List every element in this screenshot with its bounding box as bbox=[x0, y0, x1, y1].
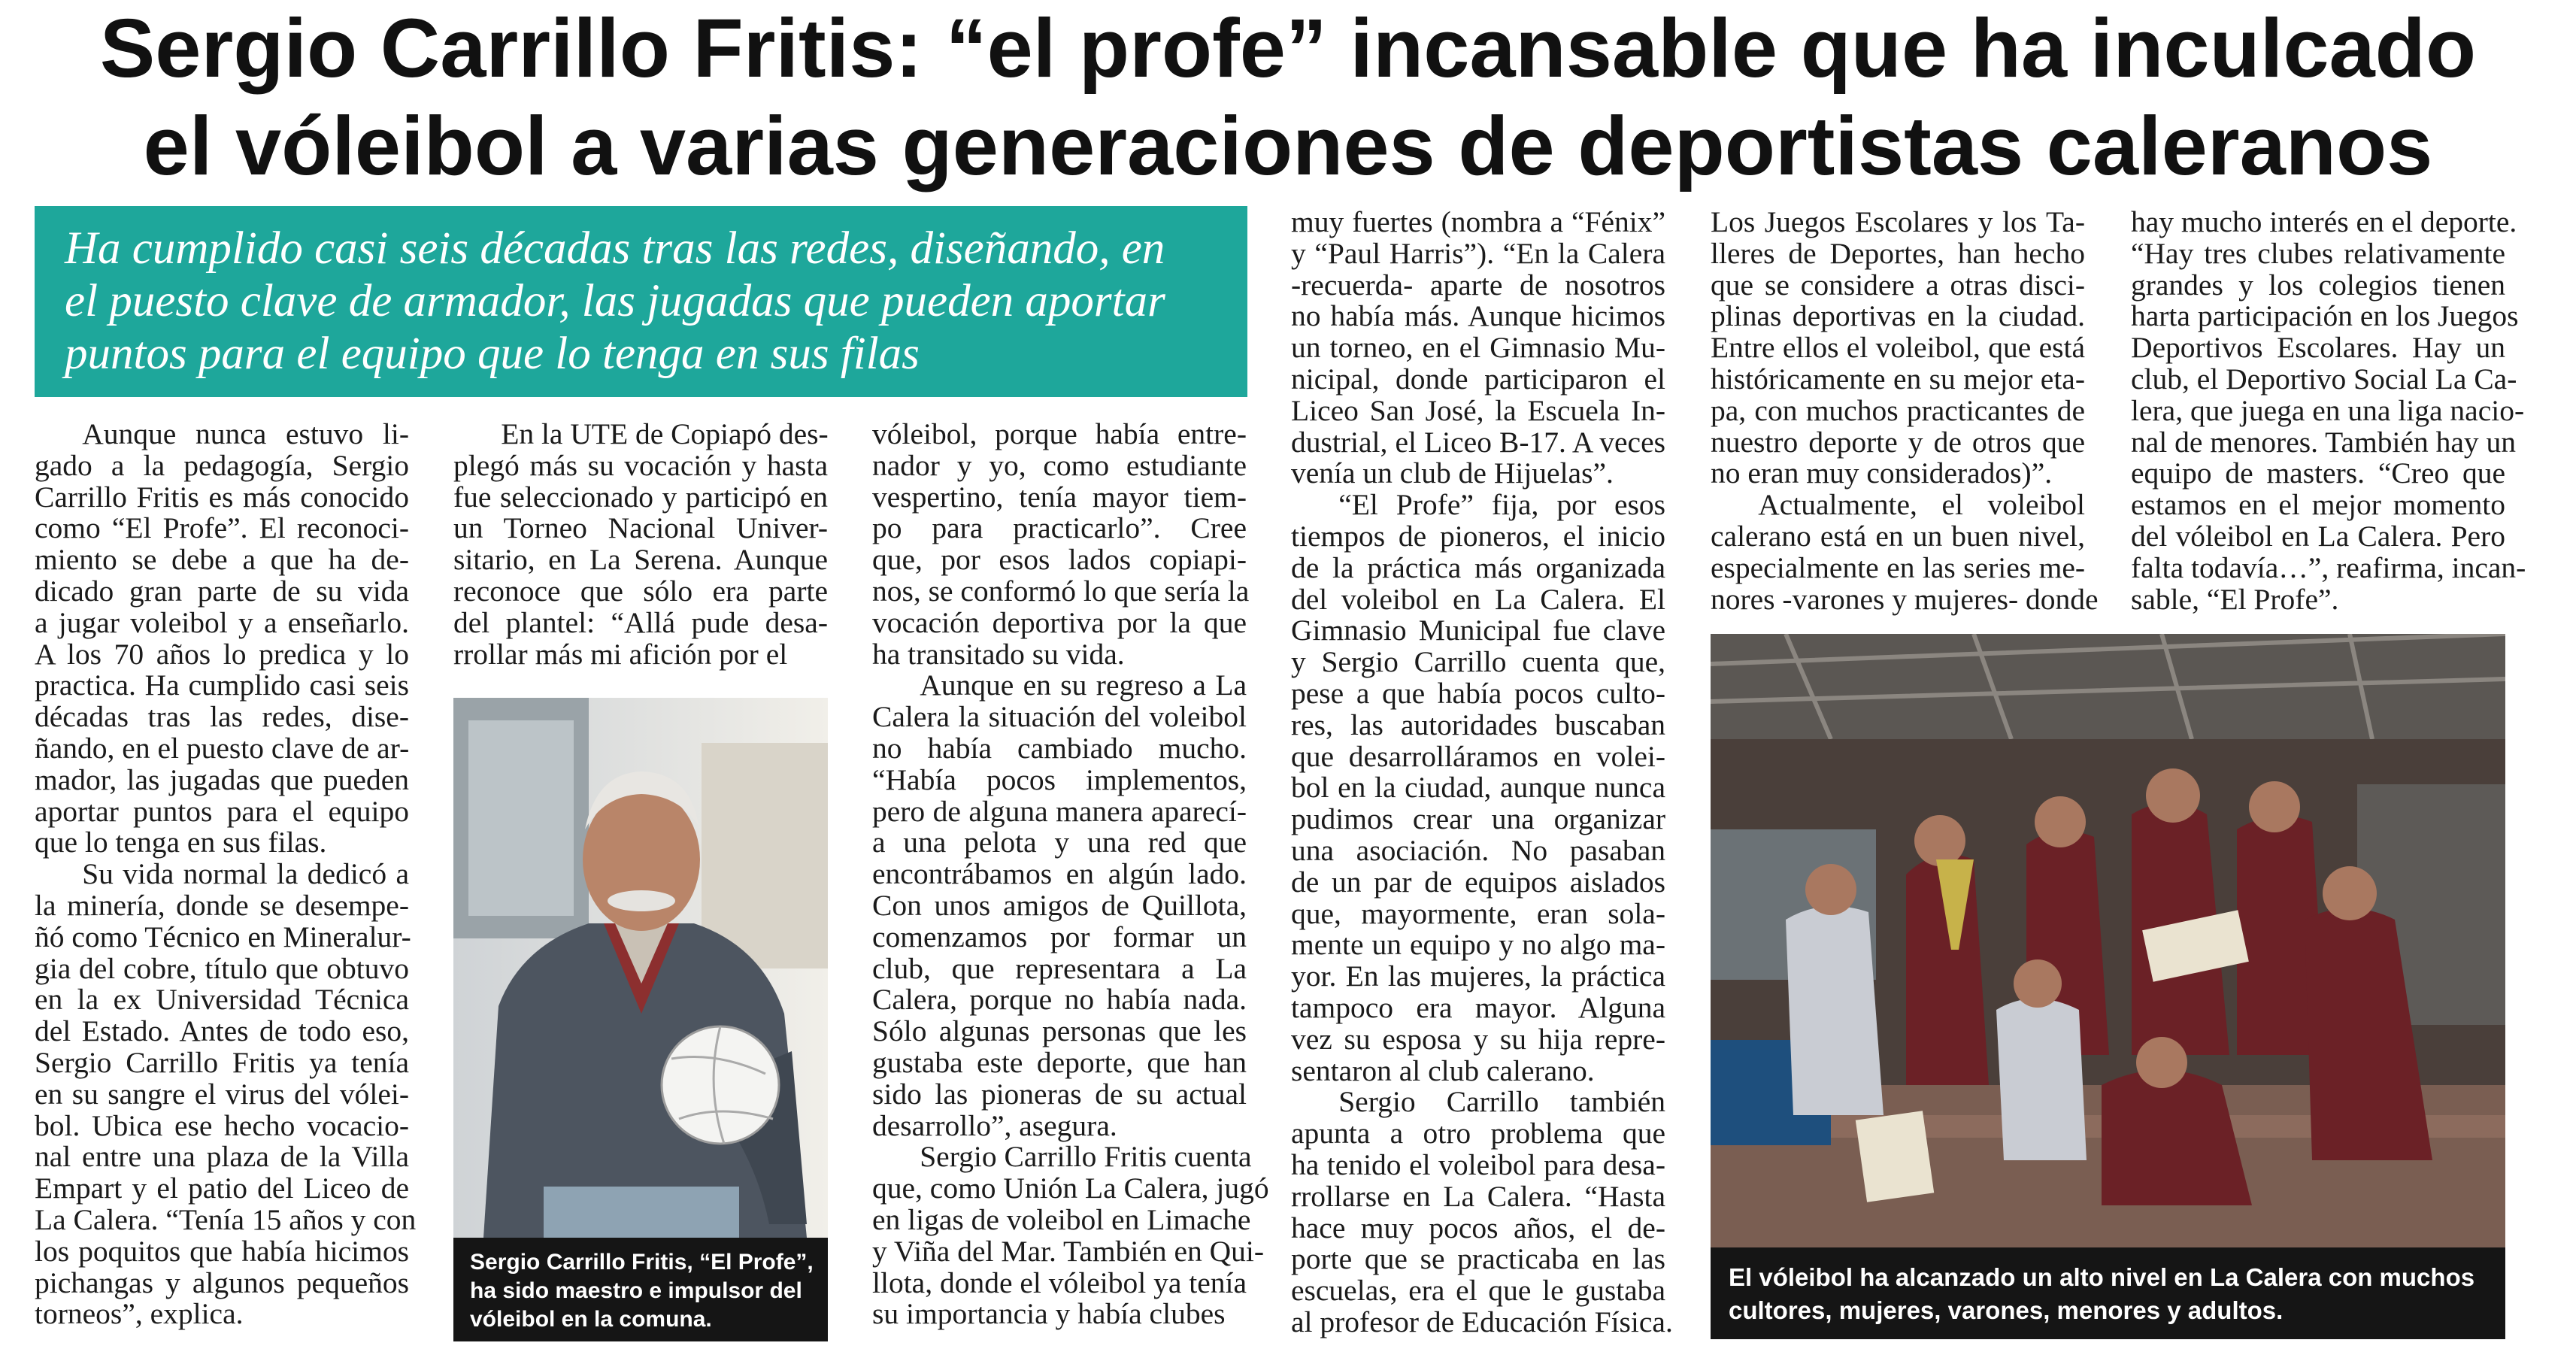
article-text-line: ñando, en el puesto clave de ar- bbox=[35, 731, 410, 765]
article-text-line: del Estado. Antes de todo eso, bbox=[35, 1014, 409, 1048]
article-text-line: encontrábamos en algún lado. bbox=[872, 857, 1247, 891]
article-text-line: La Calera. “Tenía 15 años y con bbox=[35, 1202, 417, 1236]
article-text-line: Carrillo Fritis es más conocido bbox=[35, 480, 409, 514]
article-text-line: Calera la situación del voleibol bbox=[872, 700, 1247, 734]
article-text-line: “El Profe” fija, por esos bbox=[1338, 488, 1665, 522]
article-text-line: ha transitado su vida. bbox=[872, 637, 1125, 671]
article-text-line: plegó más su vocación y hasta bbox=[453, 448, 828, 482]
article-text-line: Sólo algunas personas que les bbox=[872, 1014, 1247, 1048]
article-text-line: nores -varones y mujeres- donde bbox=[1711, 582, 2099, 616]
article-column-2 bbox=[453, 419, 828, 670]
article-text-line: Con unos amigos de Quillota, bbox=[872, 888, 1247, 922]
article-text-line: “Hay tres clubes relativamente bbox=[2131, 236, 2505, 270]
lead-text bbox=[65, 223, 1217, 380]
article-text-line: lleres de Deportes, han hecho bbox=[1711, 236, 2085, 270]
article-text-line: como “El Profe”. El reconoci- bbox=[35, 511, 409, 545]
article-text-line: harta participación en los Juegos bbox=[2131, 299, 2519, 333]
article-text-line: pero de alguna manera aparecí- bbox=[872, 794, 1247, 828]
article-text-line: que desarrolláramos en volei- bbox=[1291, 739, 1665, 773]
caption-line: cultores, mujeres, varones, menores y adultos. bbox=[1729, 1296, 2284, 1324]
headline-line-1: Sergio Carrillo Fritis: “el profe” incansable que ha inculcado bbox=[99, 2, 2477, 95]
article-text-line: del vóleibol en La Calera. Pero bbox=[2131, 519, 2505, 553]
article-text-line: mente un equipo y no algo ma- bbox=[1291, 928, 1665, 962]
article-text-line: miento se debe a que ha de- bbox=[35, 543, 409, 577]
article-text-line: pudimos crear una organizar bbox=[1291, 802, 1665, 836]
article-text-line: sentaron al club calerano. bbox=[1291, 1053, 1595, 1087]
article-text-line: po para practicarlo”. Cree bbox=[872, 511, 1247, 545]
article-text-line: dustrial, el Liceo B-17. A veces bbox=[1291, 425, 1665, 459]
article-text-line: en ligas de voleibol en Limache bbox=[872, 1202, 1251, 1236]
article-text-line: que se considere a otras disci- bbox=[1711, 268, 2085, 302]
article-text-line: hace muy pocos años, el de- bbox=[1291, 1211, 1665, 1244]
article-text-line: pichangas y algunos pequeños bbox=[35, 1266, 409, 1299]
article-text-line: -recuerda- aparte de nosotros bbox=[1291, 268, 1665, 302]
article-text-line: porte que se practicaba en las bbox=[1291, 1242, 1665, 1276]
caption-line: vóleibol en la comuna. bbox=[470, 1307, 712, 1332]
article-text-line: aportar puntos para el equipo bbox=[35, 794, 409, 828]
article-text-line: del voleibol en La Calera. El bbox=[1291, 582, 1665, 616]
article-text-line: Actualmente, el voleibol bbox=[1758, 488, 2085, 522]
article-text-line: vocación deportiva por la que bbox=[872, 605, 1247, 639]
caption-line: ha sido maestro e impulsor del bbox=[470, 1278, 802, 1303]
article-text-line: nador y yo, como estudiante bbox=[872, 448, 1247, 482]
article-text-line: un torneo, en el Gimnasio Mu- bbox=[1291, 331, 1665, 365]
article-text-line: sitario, en La Serena. Aunque bbox=[453, 543, 828, 577]
article-text-line: sido las pioneras de su actual bbox=[872, 1077, 1247, 1111]
portrait-caption bbox=[453, 1238, 828, 1341]
article-text-line: Deportivos Escolares. Hay un bbox=[2131, 331, 2505, 365]
article-text-line: Calera, porque no había nada. bbox=[872, 983, 1247, 1017]
article-text-line: escuelas, era el que le gustaba bbox=[1291, 1274, 1665, 1308]
article-text-line: no había más. Aunque hicimos bbox=[1291, 299, 1665, 333]
article-text-line: gustaba este deporte, que han bbox=[872, 1045, 1247, 1079]
article-text-line: Sergio Carrillo también bbox=[1338, 1085, 1665, 1119]
article-text-line: tampoco era mayor. Alguna bbox=[1291, 990, 1665, 1024]
article-text-line: en su sangre el virus del vólei- bbox=[35, 1077, 409, 1111]
article-text-line: res, las autoridades buscaban bbox=[1291, 708, 1665, 741]
article-text-line: al profesor de Educación Física. bbox=[1291, 1305, 1673, 1338]
article-text-line: especialmente en las series me- bbox=[1711, 550, 2085, 584]
article-text-line: rrollar más mi afición por el bbox=[453, 637, 788, 671]
article-text-line: no había cambiado mucho. bbox=[872, 731, 1247, 765]
article-text-line: gado a la pedagogía, Sergio bbox=[35, 448, 409, 482]
article-text-line: muy fuertes (nombra a “Fénix” bbox=[1291, 205, 1665, 238]
portrait-photo bbox=[453, 698, 828, 1238]
article-text-line: bol en la ciudad, aunque nunca bbox=[1291, 771, 1665, 805]
article-text-line: practica. Ha cumplido casi seis bbox=[35, 668, 409, 702]
article-column-6 bbox=[2131, 205, 2526, 616]
article-text-line: apunta a otro problema que bbox=[1291, 1117, 1665, 1150]
article-text-line: la minería, donde se desempe- bbox=[35, 888, 409, 922]
article-text-line: comenzamos por formar un bbox=[872, 920, 1247, 953]
article-text-line: Entre ellos el voleibol, que está bbox=[1711, 331, 2085, 365]
team-photo bbox=[1711, 634, 2505, 1247]
article-text-line: dicado gran parte de su vida bbox=[35, 574, 409, 608]
article-text-line: vez su esposa y su hija repre- bbox=[1291, 1022, 1665, 1056]
article-text-line: gia del cobre, título que obtuvo bbox=[35, 951, 409, 985]
portrait-image bbox=[453, 698, 828, 1238]
lead-line: Ha cumplido casi seis décadas tras las redes, diseñando, en bbox=[65, 223, 1165, 274]
article-text-line: que lo tenga en sus filas. bbox=[35, 826, 327, 859]
caption-line: Sergio Carrillo Fritis, “El Profe”, bbox=[470, 1250, 814, 1275]
article-text-line: sable, “El Profe”. bbox=[2131, 582, 2339, 616]
lead-box bbox=[35, 206, 1247, 397]
article-text-line: “Había pocos implementos, bbox=[872, 762, 1247, 796]
article-text-line: yor. En las mujeres, la práctica bbox=[1291, 959, 1665, 993]
article-text-line: y “Paul Harris”). “En la Calera bbox=[1291, 236, 1665, 270]
article-text-line: nos, se conformó lo que sería la bbox=[872, 574, 1250, 608]
article-text-line: nal de menores. También hay un bbox=[2131, 425, 2517, 459]
article-text-line: venía un club de Hijuelas”. bbox=[1291, 456, 1614, 490]
article-text-line: club, que representara a La bbox=[872, 951, 1247, 985]
article-text-line: grandes y los colegios tienen bbox=[2131, 268, 2505, 302]
article-text-line: nal entre una plaza de la Villa bbox=[35, 1140, 409, 1174]
article-text-line: desarrollo”, asegura. bbox=[872, 1108, 1117, 1142]
article-text-line: del plantel: “Allá pude desa- bbox=[453, 605, 828, 639]
caption-line: El vóleibol ha alcanzado un alto nivel en La Calera con muchos bbox=[1729, 1263, 2475, 1291]
article-text-line: Aunque nunca estuvo li- bbox=[82, 417, 409, 450]
article-text-line: reconoce que sólo era parte bbox=[453, 574, 828, 608]
lead-line: el puesto clave de armador, las jugadas que pueden aportar bbox=[65, 276, 1165, 326]
article-text-line: Su vida normal la dedicó a bbox=[82, 857, 409, 891]
article-text-line: Empart y el patio del Liceo de bbox=[35, 1172, 409, 1205]
article-text-line: Liceo San José, la Escuela In- bbox=[1291, 393, 1665, 427]
article-text-line: décadas tras las redes, dise- bbox=[35, 700, 409, 734]
article-text-line: una asociación. No pasaban bbox=[1291, 833, 1665, 867]
article-text-line: a una pelota y una red que bbox=[872, 826, 1247, 859]
article-text-line: a jugar voleibol y a enseñarlo. bbox=[35, 605, 409, 639]
article-text-line: tiempos de pioneros, el inicio bbox=[1291, 519, 1665, 553]
article-text-line: club, el Deportivo Social La Ca- bbox=[2131, 362, 2517, 396]
article-text-line: y Viña del Mar. También en Qui- bbox=[872, 1234, 1265, 1268]
article-text-line: bol. Ubica ese hecho vocacio- bbox=[35, 1108, 409, 1142]
article-text-line: que, como Unión La Calera, jugó bbox=[872, 1172, 1269, 1205]
article-text-line: llota, donde el vóleibol ya tenía bbox=[872, 1266, 1247, 1299]
article-text-line: los poquitos que había hicimos bbox=[35, 1234, 409, 1268]
article-text-line: rrollarse en La Calera. “Hasta bbox=[1291, 1179, 1665, 1213]
article-column-1 bbox=[35, 417, 417, 1331]
article-text-line: vóleibol, porque había entre- bbox=[872, 417, 1247, 450]
article-text-line: y Sergio Carrillo cuenta que, bbox=[1291, 645, 1665, 679]
article-text-line: históricamente en su mejor eta- bbox=[1711, 362, 2085, 396]
article-text-line: de un par de equipos aislados bbox=[1291, 865, 1665, 899]
article-text-line: Sergio Carrillo Fritis cuenta bbox=[920, 1140, 1252, 1174]
article-text-line: su importancia y había clubes bbox=[872, 1297, 1226, 1331]
article-text-line: estamos en el mejor momento bbox=[2131, 488, 2505, 522]
article-column-3 bbox=[872, 417, 1269, 1331]
article-text-line: de la práctica más organizada bbox=[1291, 550, 1665, 584]
article-text-line: pese a que había pocos culto- bbox=[1291, 676, 1665, 710]
article-text-line: lera, que juega en una liga nacio- bbox=[2131, 393, 2525, 427]
article-text-line: pa, con muchos practicantes de bbox=[1711, 393, 2085, 427]
lead-line: puntos para el equipo que lo tenga en sus filas bbox=[65, 329, 920, 379]
article-headline bbox=[30, 0, 2546, 196]
headline-line-2: el vóleibol a varias generaciones de deportistas caleranos bbox=[143, 100, 2433, 192]
article-text-line: ñó como Técnico en Mineralur- bbox=[35, 920, 411, 953]
article-text-line: Los Juegos Escolares y los Ta- bbox=[1711, 205, 2085, 238]
article-text-line: no eran muy considerados)”. bbox=[1711, 456, 2053, 490]
article-text-line: Aunque en su regreso a La bbox=[920, 668, 1247, 702]
article-text-line: nicipal, donde participaron el bbox=[1291, 362, 1665, 396]
article-text-line: un Torneo Nacional Univer- bbox=[453, 511, 828, 545]
team-caption bbox=[1711, 1247, 2505, 1339]
article-text-line: en la ex Universidad Técnica bbox=[35, 983, 409, 1017]
article-text-line: En la UTE de Copiapó des- bbox=[501, 417, 829, 450]
article-text-line: Sergio Carrillo Fritis ya tenía bbox=[35, 1045, 409, 1079]
article-text-line: mador, las jugadas que pueden bbox=[35, 762, 409, 796]
article-text-line: nuestro deporte y de otros que bbox=[1711, 425, 2085, 459]
article-text-line: hay mucho interés en el deporte. bbox=[2131, 205, 2517, 238]
article-text-line: ha tenido el voleibol para desa- bbox=[1291, 1147, 1665, 1181]
article-text-line: torneos”, explica. bbox=[35, 1297, 244, 1331]
team-image bbox=[1711, 634, 2505, 1247]
article-text-line: calerano está en un buen nivel, bbox=[1711, 519, 2085, 553]
article-text-line: que, mayormente, eran sola- bbox=[1291, 896, 1665, 930]
article-text-line: vespertino, tenía mayor tiem- bbox=[872, 480, 1247, 514]
article-text-line: falta todavía…”, reafirma, incan- bbox=[2131, 550, 2526, 584]
article-text-line: que, por esos lados copiapi- bbox=[872, 543, 1247, 577]
article-text-line: A los 70 años lo predica y lo bbox=[35, 637, 409, 671]
article-column-5 bbox=[1711, 205, 2099, 616]
article-text-line: equipo de masters. “Creo que bbox=[2131, 456, 2505, 490]
article-column-4 bbox=[1291, 205, 1673, 1338]
article-text-line: Gimnasio Municipal fue clave bbox=[1291, 614, 1665, 647]
article-text-line: fue seleccionado y participó en bbox=[453, 480, 828, 514]
article-text-line: plinas deportivas en la ciudad. bbox=[1711, 299, 2085, 333]
